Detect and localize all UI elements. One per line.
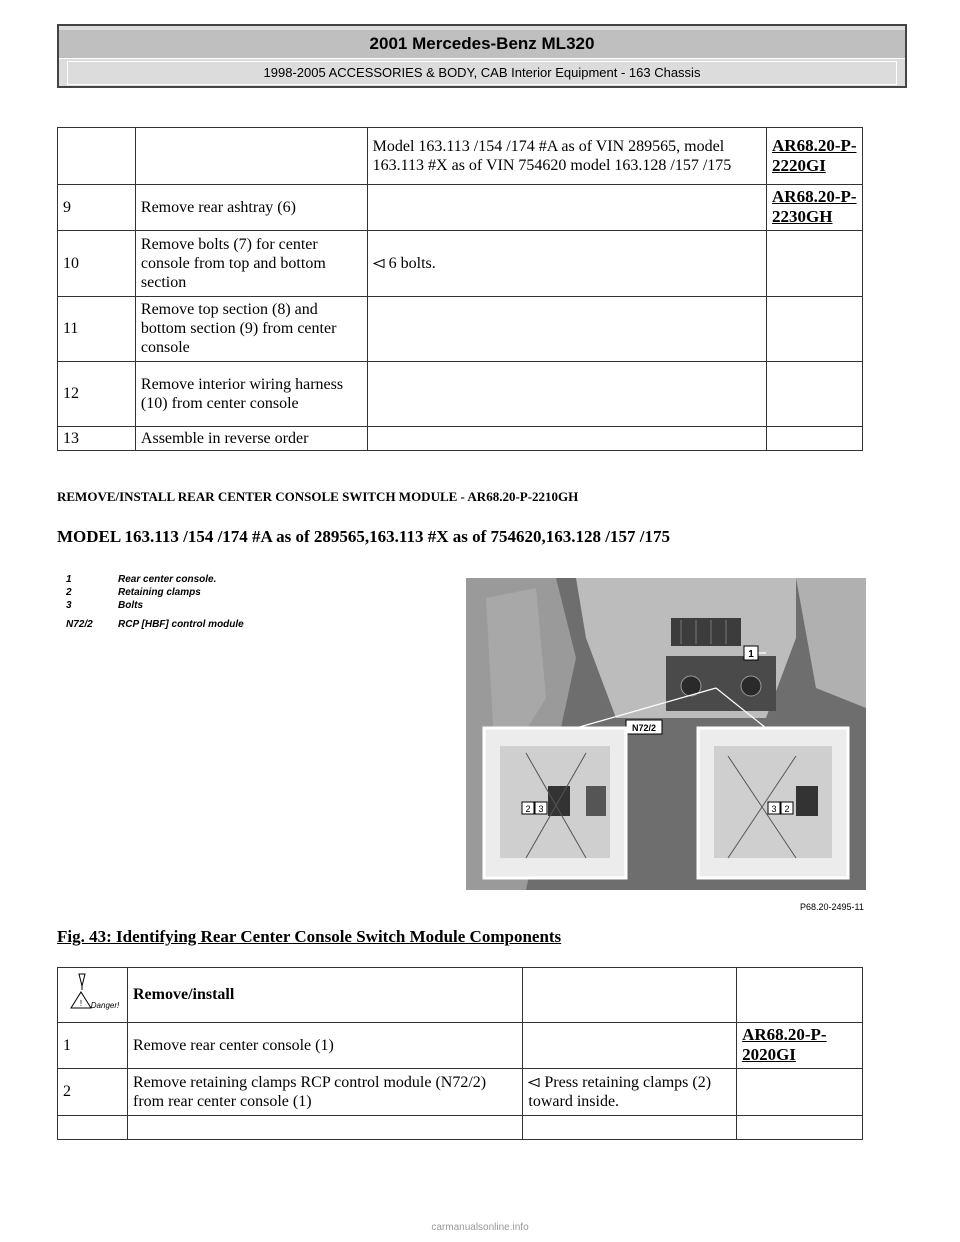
- step-number: 2: [58, 1068, 128, 1115]
- reference-link[interactable]: AR68.20-P-2220GI: [772, 135, 857, 175]
- header-title: 2001 Mercedes-Benz ML320: [59, 30, 905, 59]
- reference-link[interactable]: AR68.20-P-2230GH: [772, 187, 857, 227]
- table-row: [58, 230, 863, 296]
- note-icon: [373, 259, 386, 268]
- table-row: [58, 1068, 863, 1115]
- step-number: 1: [58, 1023, 128, 1069]
- model-heading: MODEL 163.113 /154 /174 #A as of 289565,163.113 #X as of 754620,163.128 /157 /175: [57, 527, 670, 546]
- photo-label: 1: [748, 649, 754, 660]
- note-icon: [528, 1078, 541, 1087]
- figure-legend: [66, 574, 244, 632]
- table-row: [58, 128, 863, 185]
- svg-text:3: 3: [771, 804, 777, 814]
- step-text: Remove rear ashtray (6): [135, 185, 367, 231]
- legend-item: 3 Bolts: [66, 600, 143, 611]
- legend-item: 2 Retaining clamps: [66, 587, 201, 598]
- header-subtitle: 1998-2005 ACCESSORIES & BODY, CAB Interior Equipment - 163 Chassis: [67, 61, 897, 85]
- table-row: [58, 1023, 863, 1069]
- svg-text:2: 2: [525, 804, 531, 814]
- step-text: Remove rear center console (1): [127, 1023, 522, 1069]
- table-row: [58, 185, 863, 231]
- step-note: Press retaining clamps (2) toward inside.: [528, 1073, 712, 1110]
- table-row: [58, 1115, 863, 1139]
- svg-text:!: !: [79, 999, 83, 1009]
- photo-code: P68.20-2495-11: [800, 902, 864, 912]
- legend-item: 1 Rear center console.: [66, 574, 217, 585]
- table-row: [58, 968, 863, 1023]
- svg-text:Danger!: Danger!: [90, 1001, 120, 1011]
- step-text: Assemble in reverse order: [135, 426, 367, 450]
- step-text: Remove interior wiring harness (10) from center console: [135, 361, 367, 426]
- step-text: Remove top section (8) and bottom section (9) from center console: [135, 296, 367, 361]
- svg-text:3: 3: [538, 804, 544, 814]
- footer-watermark: carmanualsonline.info: [431, 1222, 529, 1233]
- legend-item: N72/2 RCP [HBF] control module: [66, 619, 244, 630]
- step-text: Remove bolts (7) for center console from top and bottom section: [135, 230, 367, 296]
- table-row: [58, 361, 863, 426]
- step-text: Remove retaining clamps RCP control module (N72/2) from rear center console (1): [127, 1068, 522, 1115]
- section-heading: REMOVE/INSTALL REAR CENTER CONSOLE SWITCH MODULE - AR68.20-P-2210GH: [57, 489, 579, 504]
- step-number: 11: [58, 296, 136, 361]
- step-number: 12: [58, 361, 136, 426]
- step-number: 13: [58, 426, 136, 450]
- svg-text:2: 2: [784, 804, 790, 814]
- step-number: 10: [58, 230, 136, 296]
- steps-table-bottom: [57, 967, 863, 1140]
- figure-caption: Fig. 43: Identifying Rear Center Console Switch Module Components: [57, 927, 562, 946]
- step-note: 6 bolts.: [388, 254, 436, 272]
- reference-link[interactable]: AR68.20-P-2020GI: [742, 1025, 827, 1065]
- step-number: 9: [58, 185, 136, 231]
- table-header: Remove/install: [132, 986, 235, 1004]
- console-photo: [466, 578, 866, 890]
- photo-label: N72/2: [631, 723, 657, 733]
- table-row: [58, 296, 863, 361]
- steps-table-top: [57, 127, 863, 451]
- danger-icon: [61, 970, 121, 1014]
- page-header: [57, 24, 907, 88]
- applicability-cell: Model 163.113 /154 /174 #A as of VIN 289565, model 163.113 #X as of VIN 754620 model 163.128 /157 /175: [367, 128, 766, 185]
- table-row: [58, 426, 863, 450]
